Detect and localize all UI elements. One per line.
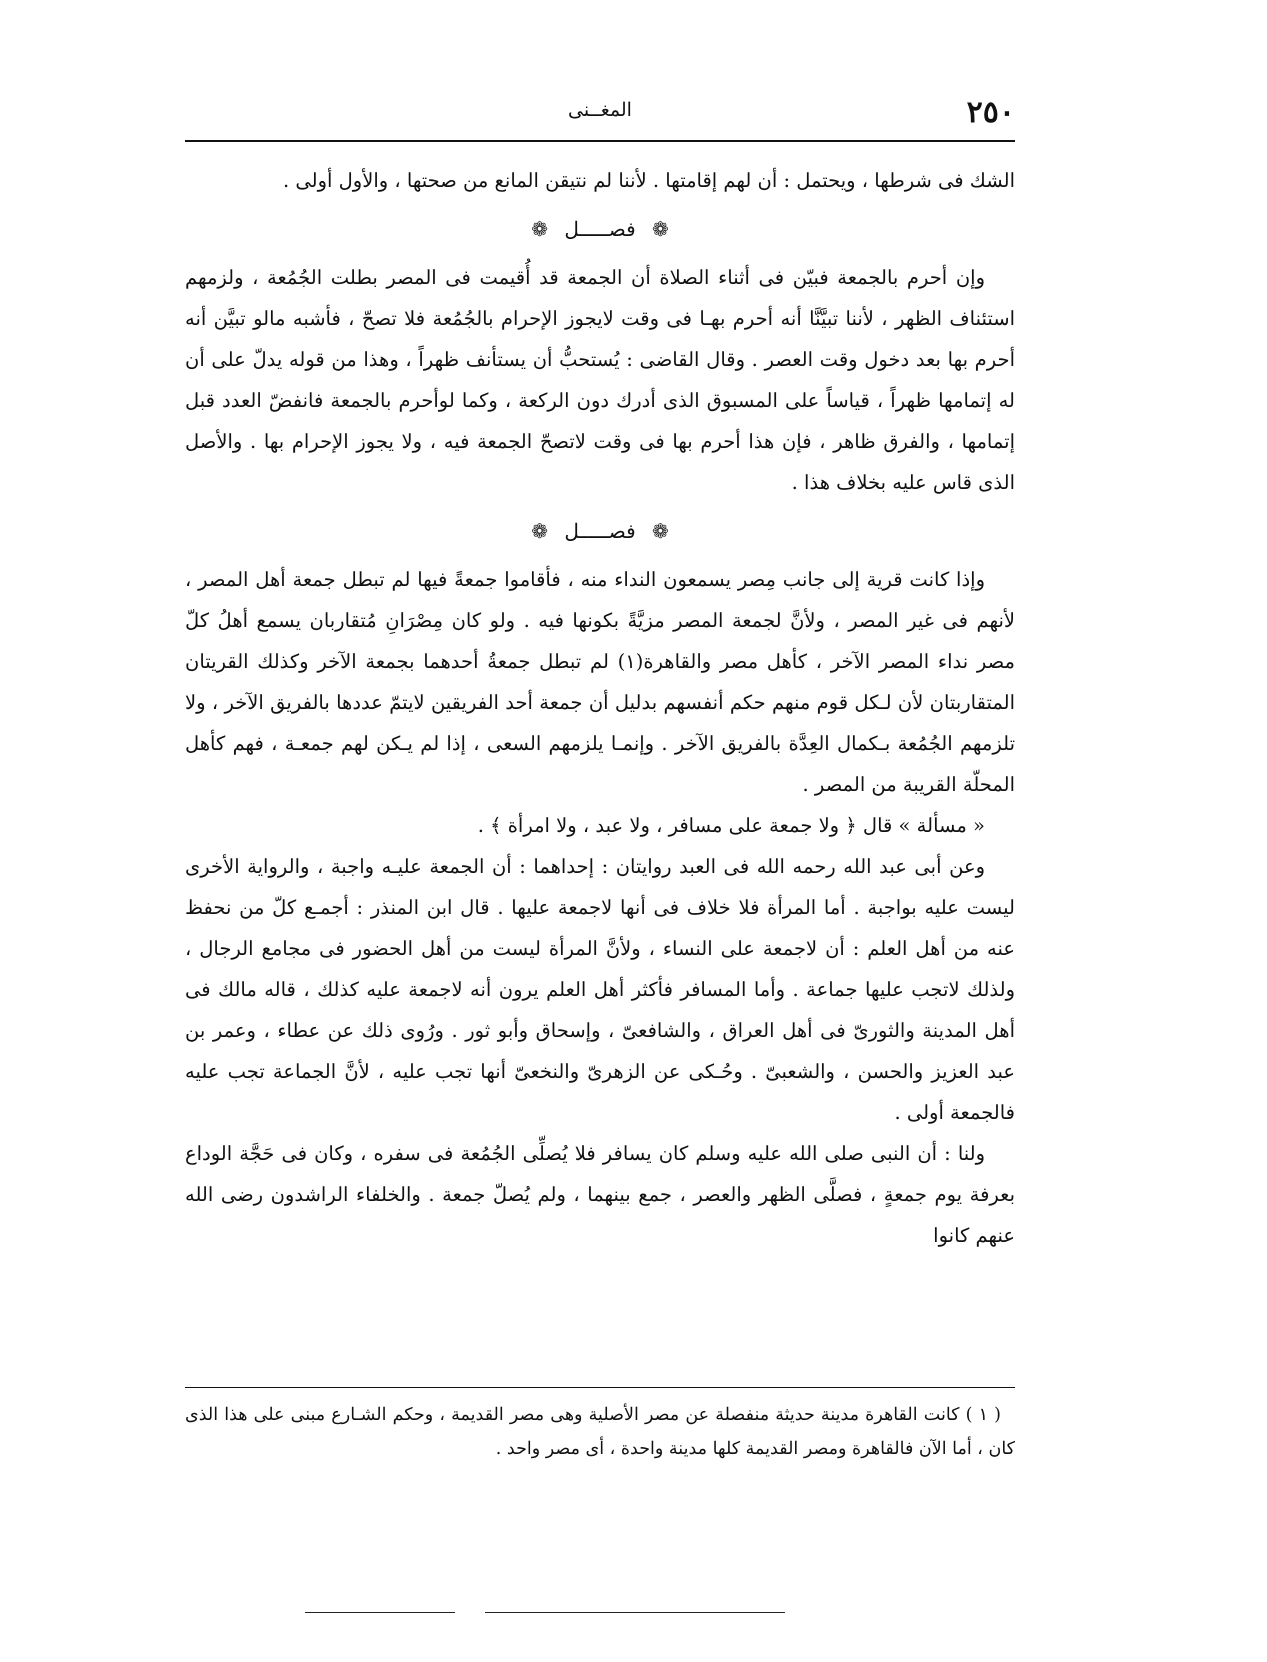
book-page xyxy=(185,0,1015,1662)
header-rule xyxy=(185,140,1015,142)
ornament-left-icon: ❁ xyxy=(531,519,548,543)
bottom-rules xyxy=(185,1612,1015,1614)
section-heading-2-label: فصـــــل xyxy=(564,519,636,543)
ornament-right-icon: ❁ xyxy=(652,519,669,543)
main-text xyxy=(185,160,1015,1256)
section-heading-1 xyxy=(185,201,1015,257)
paragraph-5: وعن أبى عبد الله رحمه الله فى العبد روايتان : إحداهما : أن الجمعة عليـه واجبة ، والرواية الأخرى ليست عليه بواجبة . أما المرأة فلا خلاف فى أنها لاجمعة عليها . قال ابن المنذر : أجمـع كلّ من نحفظ عنه من أهل العلم : أن لاجمعة على النساء ، ولأنَّ المرأة ليست من أهل الحضور فى مجامع الرجال ، ولذلك لاتجب عليها جماعة . وأما المسافر فأكثر أهل العلم يرون أنه لاجمعة عليه كذلك ، قاله مالك فى أهل المدينة والثورىّ فى أهل العراق ، والشافعىّ ، وإسحاق وأبو ثور . ورُوى ذلك عن عطاء ، وعمر بن عبد العزيز والحسن ، والشعبىّ . وحُـكى عن الزهرىّ والنخعىّ أنها تجب عليه ، لأنَّ الجماعة تجب عليه فالجمعة أولى . xyxy=(185,855,1015,1124)
masala-statement: « مسألة » قال ﴿ ولا جمعة على مسافر ، ولا عبد ، ولا امرأة ﴾ . xyxy=(477,814,985,837)
ornament-left-icon: ❁ xyxy=(531,217,548,241)
page-number: ٢٥٠ xyxy=(966,95,1015,130)
footnote-rule xyxy=(185,1387,1015,1388)
footnote-text: ( ١ ) كانت القاهرة مدينة حديثة منفصلة عن مصر الأصلية وهى مصر القديمة ، وحكم الشـارع مبنى على هذا الذى كان ، أما الآن فالقاهرة ومصر القديمة كلها مدينة واحدة ، أى مصر واحد . xyxy=(185,1405,1015,1459)
running-head xyxy=(185,95,1015,135)
paragraph-6: ولنا : أن النبى صلى الله عليه وسلم كان يسافر فلا يُصلِّى الجُمُعة فى سفره ، وكان فى حَجَّة الوداع بعرفة يوم جمعةٍ ، فصلَّى الظهر والعصر ، جمع بينهما ، ولم يُصلّ جمعة . والخلفاء الراشدون رضى الله عنهم كانوا xyxy=(185,1142,1015,1247)
bottom-rule-short xyxy=(305,1612,455,1613)
footnote xyxy=(185,1398,1015,1466)
running-title: المغــنى xyxy=(568,99,632,121)
paragraph-1: الشك فى شرطها ، ويحتمل : أن لهم إقامتها . لأننا لم نتيقن المانع من صحتها ، والأول أولى . xyxy=(283,169,1015,192)
ornament-right-icon: ❁ xyxy=(652,217,669,241)
paragraph-2: وإن أحرم بالجمعة فبيّن فى أثناء الصلاة أن الجمعة قد أُقيمت فى المصر بطلت الجُمُعة ، ولزمهم استئناف الظهر ، لأننا تبيَّنَّا أنه أحرم بهـا فى وقت لايجوز الإحرام بالجُمُعة فلا تصحّ ، فأشبه مالو تبيَّن أنه أحرم بها بعد دخول وقت العصر . وقال القاضى : يُستحبُّ أن يستأنف ظهراً ، وهذا من قوله يدلّ على أن له إتمامها ظهراً ، قياساً على المسبوق الذى أدرك دون الركعة ، وكما لوأحرم بالجمعة فانفضّ العدد قبل إتمامها ، والفرق ظاهر ، فإن هذا أحرم بها فى وقت لاتصحّ الجمعة فيه ، ولا يجوز الإحرام بها . والأصل الذى قاس عليه بخلاف هذا . xyxy=(185,266,1015,494)
section-heading-1-label: فصـــــل xyxy=(564,217,636,241)
bottom-rule-long xyxy=(485,1612,785,1613)
section-heading-2 xyxy=(185,503,1015,559)
paragraph-3: وإذا كانت قرية إلى جانب مِصر يسمعون النداء منه ، فأقاموا جمعةً فيها لم تبطل جمعة أهل المصر ، لأنهم فى غير المصر ، ولأنَّ لجمعة المصر مزيَّةً بكونها فيه . ولو كان مِصْرَانِ مُتقاربان يسمع أهلُ كلّ مصر نداء المصر الآخر ، كأهل مصر والقاهرة(١) لم تبطل جمعةُ أحدهما بجمعة الآخر وكذلك القريتان المتقاربتان لأن لـكل قوم منهم حكم أنفسهم بدليل أن جمعة أحد الفريقين لايتمّ عددها بالفريق الآخر ، ولا تلزمهم الجُمُعة بـكمال العِدَّة بالفريق الآخر . وإنمـا يلزمهم السعى ، إذا لم يـكن لهم جمعـة ، فهم كأهل المحلّة القريبة من المصر . xyxy=(185,568,1015,796)
